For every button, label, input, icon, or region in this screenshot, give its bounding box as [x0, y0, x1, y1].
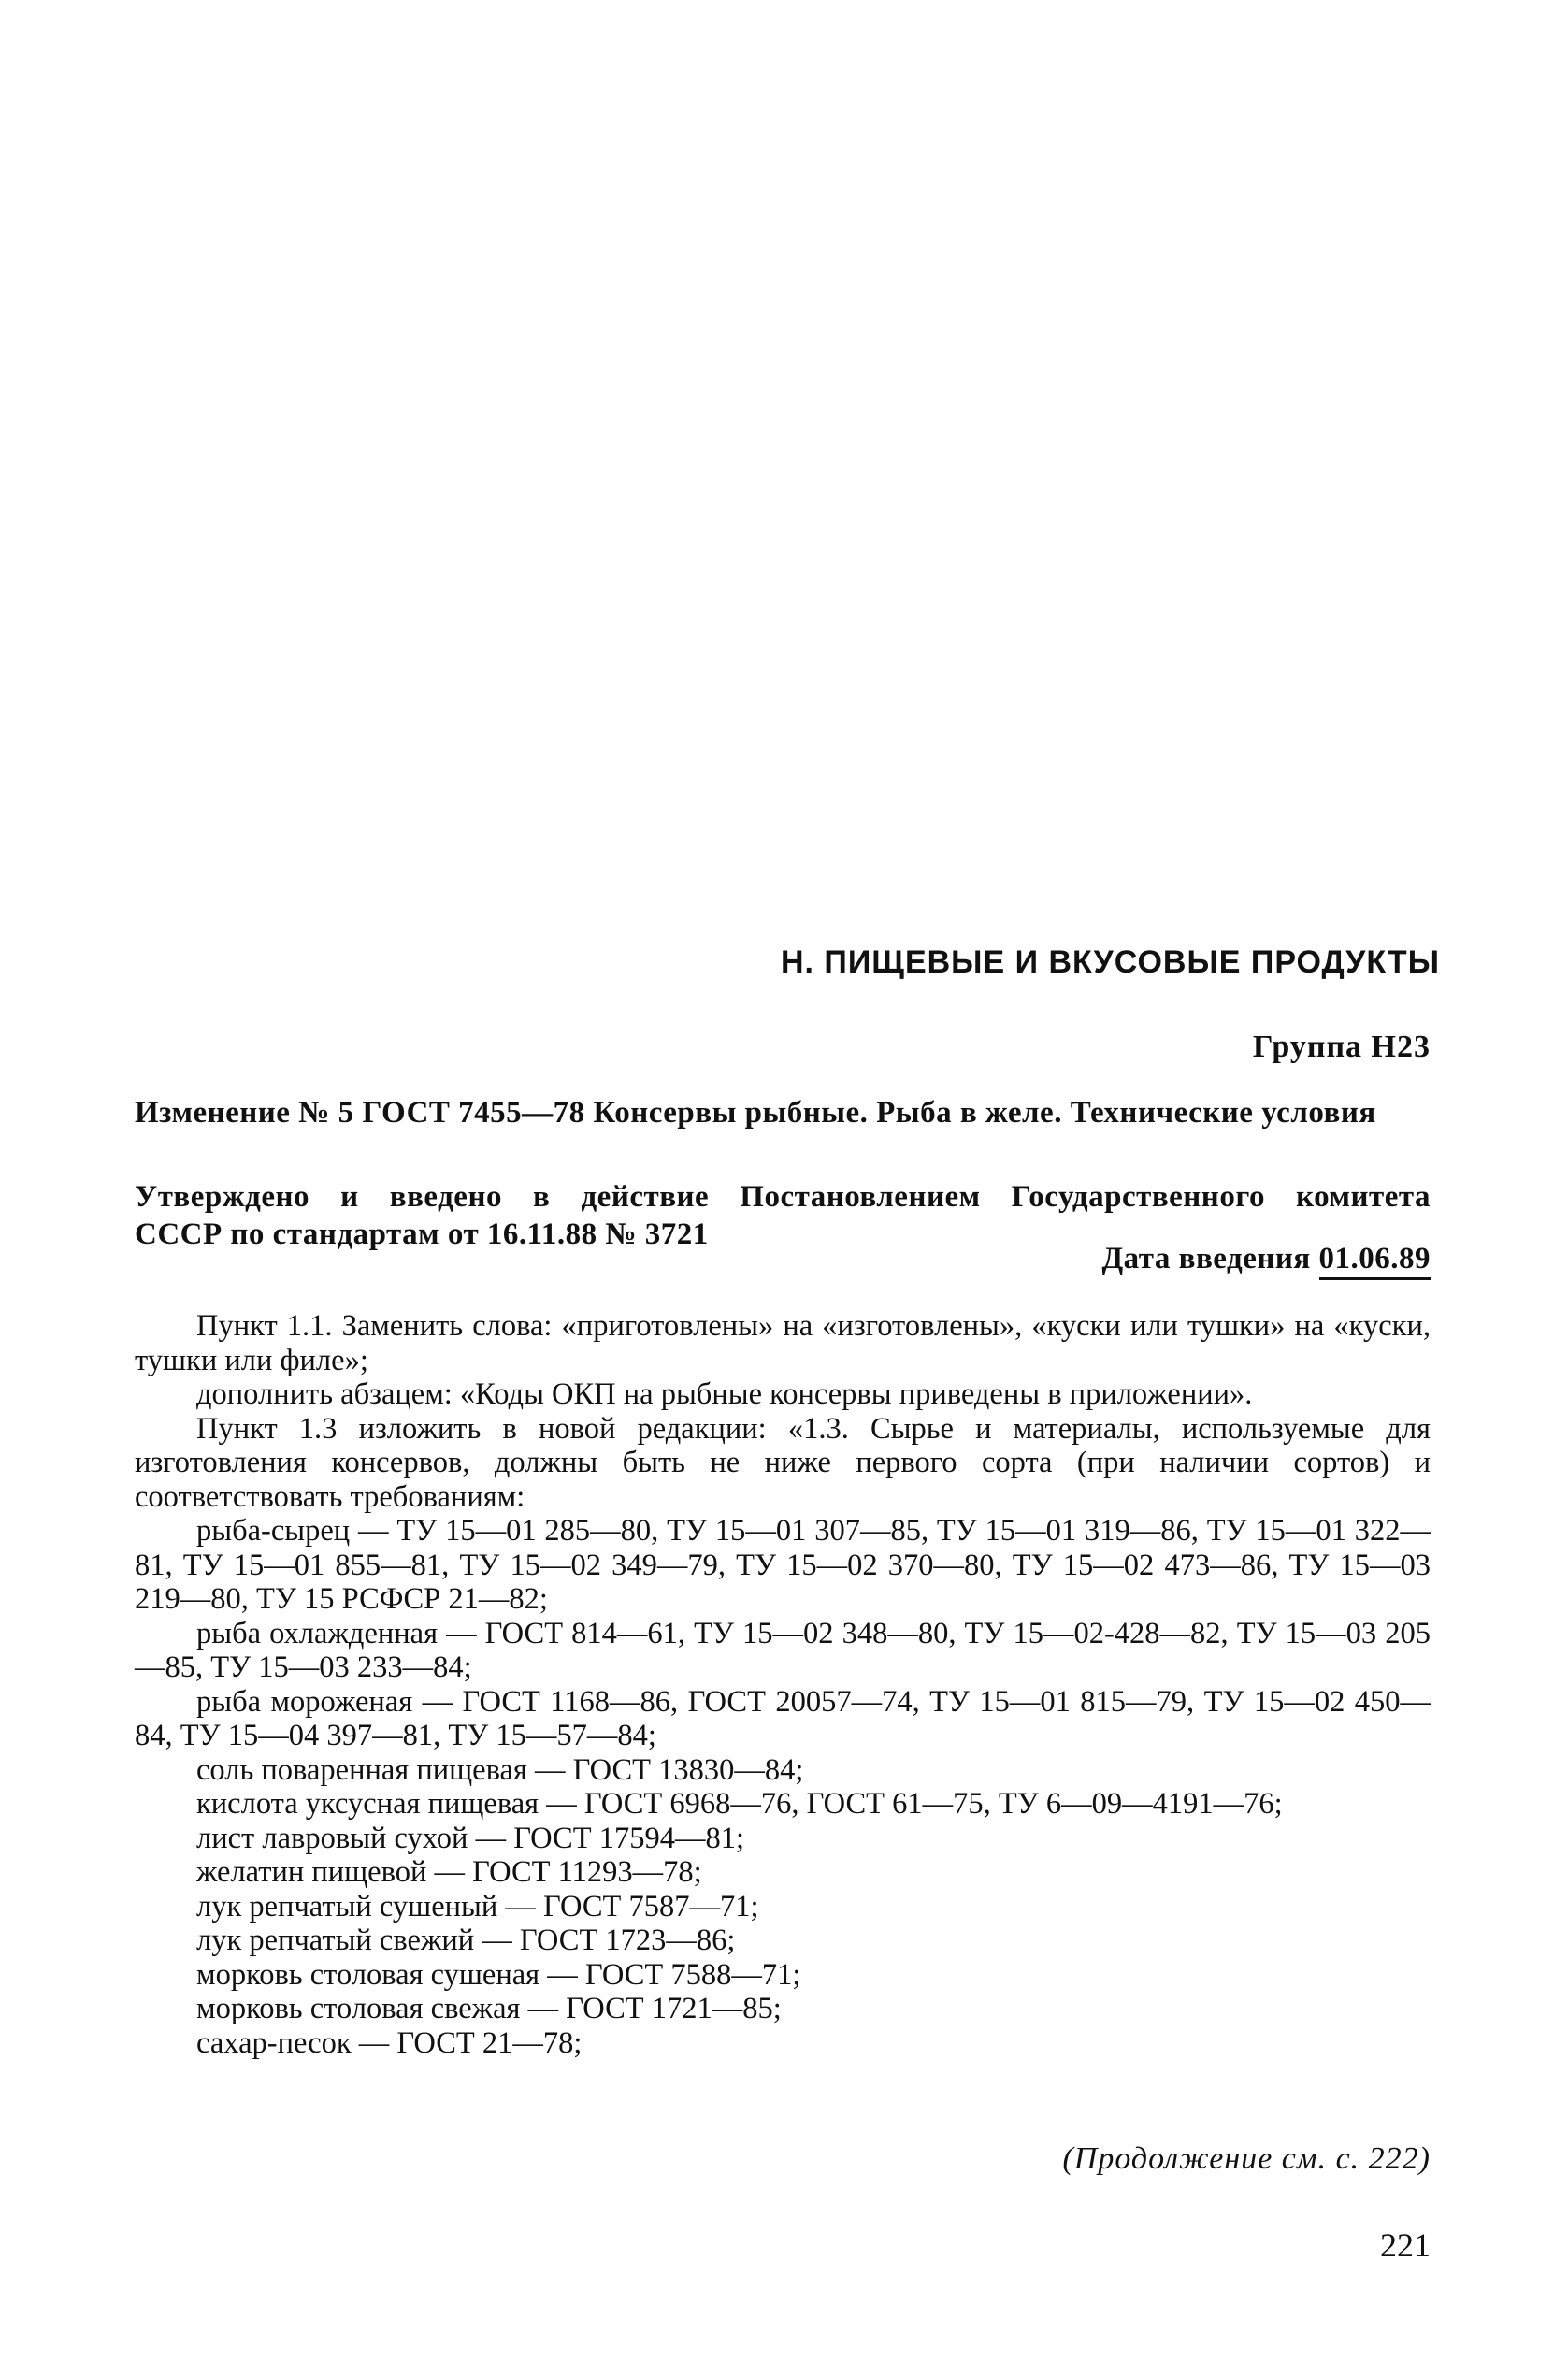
paragraph: лист лавровый сухой — ГОСТ 17594—81; [196, 1821, 744, 1855]
paragraph: сахар-песок — ГОСТ 21—78; [196, 2025, 583, 2060]
paragraph: рыба-сырец — ТУ 15—01 285—80, ТУ 15—01 307—85, ТУ 15—01 319—86, ТУ 15—01 322—81, ТУ 15—01 855—81, ТУ 15—02 349—79, ТУ 15—02 370—80, ТУ 15—02 473—86, ТУ 15—03 219—80, ТУ 15 РСФСР 21—82; [135, 1514, 1431, 1616]
paragraph: лук репчатый свежий — ГОСТ 1723—86; [196, 1924, 736, 1957]
paragraph: морковь столовая свежая — ГОСТ 1721—85; [196, 1992, 782, 2025]
introduction-date [935, 1242, 1431, 1276]
introduction-date-value: 01.06.89 [1319, 1242, 1431, 1280]
paragraph: дополнить абзацем: «Коды ОКП на рыбные консервы приведены в приложении». [196, 1377, 1253, 1411]
approval-line-2: СССР по стандартам от 16.11.88 № 3721 [135, 1218, 709, 1251]
paragraph: Пункт 1.3 изложить в новой редакции: «1.3. Сырье и материалы, используемые для изготовления консервов, должны быть не ниже первого сорта (при наличии сортов) и соответствовать требованиям: [135, 1411, 1431, 1514]
paragraph: лук репчатый сушеный — ГОСТ 7587—71; [196, 1889, 759, 1924]
body-text [135, 1309, 1431, 2060]
paragraph: соль поваренная пищевая — ГОСТ 13830—84; [196, 1752, 804, 1787]
paragraph: Пункт 1.1. Заменить слова: «приготовлены» на «изготовлены», «куски или тушки» на «куски, тушки или филе»; [135, 1309, 1431, 1377]
paragraph: желатин пищевой — ГОСТ 11293—78; [196, 1855, 702, 1889]
section-heading: Н. ПИЩЕВЫЕ И ВКУСОВЫЕ ПРОДУКТЫ [780, 944, 1440, 980]
amendment-title: Изменение № 5 ГОСТ 7455—78 Консервы рыбные. Рыба в желе. Технические условия [135, 1096, 1376, 1130]
continuation-note: (Продолжение см. с. 222) [1062, 2141, 1431, 2176]
group-code: Группа Н23 [1252, 1030, 1431, 1064]
paragraph: рыба охлажденная — ГОСТ 814—61, ТУ 15—02 348—80, ТУ 15—02-428—82, ТУ 15—03 205—85, ТУ 15—03 233—84; [135, 1616, 1431, 1684]
introduction-date-label: Дата введения [1101, 1242, 1311, 1275]
paragraph: морковь столовая сушеная — ГОСТ 7588—71; [196, 1957, 801, 1992]
page-number: 221 [1380, 2226, 1431, 2264]
paragraph: рыба мороженая — ГОСТ 1168—86, ГОСТ 20057—74, ТУ 15—01 815—79, ТУ 15—02 450—84, ТУ 15—04 397—81, ТУ 15—57—84; [135, 1684, 1431, 1752]
approval-line-1: Утверждено и введено в действие Постановлением Государственного комитета [135, 1180, 1431, 1214]
paragraph: кислота уксусная пищевая — ГОСТ 6968—76, ГОСТ 61—75, ТУ 6—09—4191—76; [196, 1787, 1283, 1821]
